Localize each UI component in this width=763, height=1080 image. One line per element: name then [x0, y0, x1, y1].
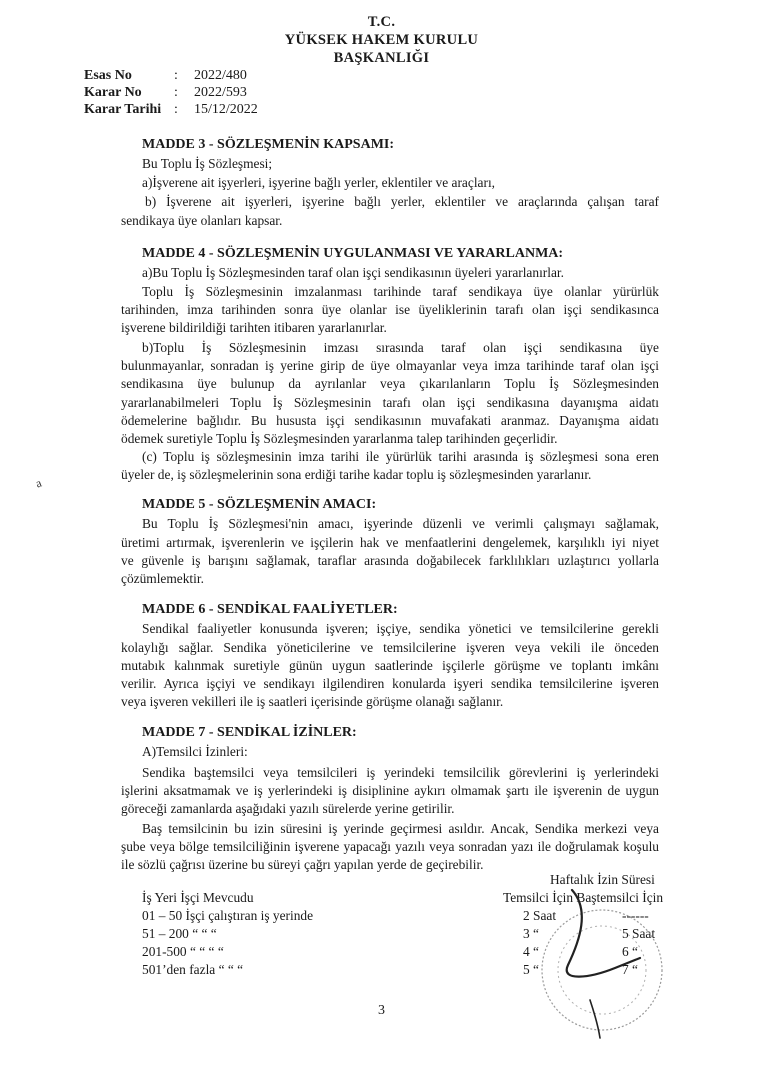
paragraph-line: mutabık kalınmak suretiyle günün uygun saatlerinde işçilerle görüşme ve toplantı imkânı	[121, 658, 659, 673]
paragraph-line: a)İşverene ait işyerleri, işyerine bağlı yerler, eklentiler ve araçları,	[142, 175, 496, 190]
paragraph-line: ödemek suretiyle Toplu İş Sözleşmesinden yararlanma talep tarihinden geçerlidir.	[121, 431, 558, 446]
madde-4-heading: MADDE 4 - SÖZLEŞMENİN UYGULANMASI VE YARARLANMA:	[142, 246, 564, 261]
paragraph-line: bulunmayanlar, sonradan iş yerine girip de üye olmayanlar veya imza tarihinde taraf olan işçi	[121, 358, 659, 373]
paragraph-line: ile sözlü çağrısı üzerine bu süreyi çağrı yapılan yerde de geçirebilir.	[121, 857, 484, 872]
margin-handwritten-mark: a	[33, 475, 44, 491]
paragraph-line: çözümlemektir.	[121, 571, 204, 586]
table-row-label: 01 – 50 İşçi çalıştıran iş yerinde	[142, 908, 314, 923]
table-left-header: İş Yeri İşçi Mevcudu	[142, 890, 254, 905]
meta-value: 2022/480	[194, 68, 247, 83]
meta-label: Karar No	[84, 85, 142, 100]
table-cell-bastemsilci: ------	[622, 908, 649, 923]
meta-karar-no: Karar No : 2022/593	[84, 85, 247, 100]
paragraph-line: Baş temsilcinin bu izin süresini iş yerinde geçirmesi asıldır. Ancak, Sendika merkezi veya	[142, 821, 659, 836]
paragraph-line: Toplu İş Sözleşmesinin imzalanması tarihinde taraf sendikaya üye olanlar yürürlük	[142, 284, 659, 299]
paragraph-line: yararlanabilmeleri Toplu İş Sözleşmesinin tarafı olan işçi sendikasına dayanışma aidatı	[121, 395, 659, 410]
paragraph-line: a)Bu Toplu İş Sözleşmesinden taraf olan işçi sendikasının üyeleri yararlanırlar.	[142, 265, 564, 280]
paragraph-line: b) İşverene ait işyerleri, işyerine bağlı yerler, eklentiler ve araçlarında çalışan taraf	[145, 194, 659, 209]
meta-label: Karar Tarihi	[84, 102, 162, 117]
madde-7-heading: MADDE 7 - SENDİKAL İZİNLER:	[142, 725, 357, 740]
table-right-header: Temsilci İçin Baştemsilci İçin	[503, 890, 664, 905]
meta-esas-no: Esas No : 2022/480	[84, 68, 247, 83]
paragraph-line: A)Temsilci İzinleri:	[142, 744, 248, 759]
meta-value: 2022/593	[194, 85, 247, 100]
table-cell-temsilci: 2 Saat	[523, 908, 557, 923]
table-row-label: 501’den fazla “ “ “	[142, 962, 244, 977]
table-cell-temsilci: 4 “	[523, 944, 539, 959]
table-cell-temsilci: 5 “	[523, 962, 539, 977]
madde-5-heading: MADDE 5 - SÖZLEŞMENİN AMACI:	[142, 497, 377, 512]
paragraph-line: Bu Toplu İş Sözleşmesi'nin amacı, işyerinde düzenli ve verimli çalışmayı sağlamak,	[142, 516, 659, 531]
paragraph-line: işverene bildirildiği tarihten itibaren yararlanırlar.	[121, 320, 387, 335]
meta-karar-tarihi: Karar Tarihi : 15/12/2022	[84, 102, 258, 117]
table-cell-bastemsilci: 6 “	[622, 944, 638, 959]
paragraph-line: göreceği zamanlarda aşağıdaki yazılı sürelerde yerine getirilir.	[121, 801, 455, 816]
paragraph-line: şube veya bölge temsilciliğinin işverene yapacağı yazılı veya sonradan yazı ile doğrulamak koşulu	[121, 839, 659, 854]
paragraph-line: Sendika baştemsilci veya temsilcileri iş yerindeki temsilcilik görevlerini iş yerlerindeki	[142, 765, 659, 780]
paragraph-line: üyeler de, iş sözleşmelerinin sona erdiği tarihe kadar toplu iş sözleşmesinden yararlanır.	[121, 467, 592, 482]
paragraph-line: b)Toplu İş Sözleşmesinin imzası sırasında taraf olan işçi sendikasına üye	[142, 340, 659, 355]
header-tc: T.C.	[367, 14, 396, 30]
table-cell-bastemsilci: 5 Saat	[622, 926, 656, 941]
header-office: BAŞKANLIĞI	[333, 50, 430, 66]
paragraph-line: Sendikal faaliyetler konusunda işveren; işçiye, sendika yönetici ve temsilcilerine gerekli	[142, 621, 659, 636]
meta-label: Esas No	[84, 68, 132, 83]
madde-3-heading: MADDE 3 - SÖZLEŞMENİN KAPSAMI:	[142, 137, 395, 152]
paragraph-line: ödemelerine bağlıdır. Bu hususta işçi sendikasının muvafakati aranmaz. Dayanışma aidatı	[121, 413, 659, 428]
header-institution: YÜKSEK HAKEM KURULU	[284, 32, 479, 48]
paragraph-line: üretimi artırmak, işverenlerin ve işçilerin hak ve menfaatlerini dengelemek, karşılıklı iyi niyet	[121, 535, 659, 550]
table-row-label: 51 – 200 “ “ “	[142, 926, 217, 941]
paragraph-line: veya işveren vekilleri ile iş saatleri içerisinde görüşme olanağı sağlanır.	[121, 694, 504, 709]
page-number: 3	[378, 1003, 385, 1018]
madde-6-heading: MADDE 6 - SENDİKAL FAALİYETLER:	[142, 602, 398, 617]
paragraph-line: verilir. Ayrıca işçiyi ve sendikayı ilgilendiren konularda işyeri sendika temsilcilerine işveren	[121, 676, 659, 691]
table-cell-temsilci: 3 “	[523, 926, 539, 941]
meta-value: 15/12/2022	[194, 102, 258, 117]
paragraph-line: tarihinden, imza tarihinden sonra üye olanlar ise üyeliklerinin tarafı olan işçi sendikasınca	[121, 302, 659, 317]
table-row-label: 201-500 “ “ “ “	[142, 944, 224, 959]
table-cell-bastemsilci: 7 “	[622, 962, 638, 977]
paragraph-line: sendikasına üye bulunup da ayrılanlar veya çıkarılanların Toplu İş Sözleşmesinden	[121, 376, 659, 391]
paragraph-line: işlerini aksatmamak ve iş yerlerindeki iş disiplinine aykırı olmamak şartı ile işverenin de uygun	[121, 783, 659, 798]
paragraph-line: sendikaya üye olanları kapsar.	[121, 213, 283, 228]
weekly-leave-title: Haftalık İzin Süresi	[550, 872, 655, 887]
paragraph-line: ve güvenle iş barışını sağlamak, taraflar arasında doğabilecek farklılıkları uzlaştırıcı yollarla	[121, 553, 659, 568]
paragraph-line: Bu Toplu İş Sözleşmesi;	[142, 156, 273, 171]
paragraph-line: (c) Toplu iş sözleşmesinin imza tarihi ile yürürlük tarihi arasında iş sözleşmesi sona eren	[142, 449, 659, 464]
paragraph-line: kolaylığı sağlar. Sendika yöneticilerine ve temsilcilerine işveren veya vekili ile önceden	[121, 640, 659, 655]
